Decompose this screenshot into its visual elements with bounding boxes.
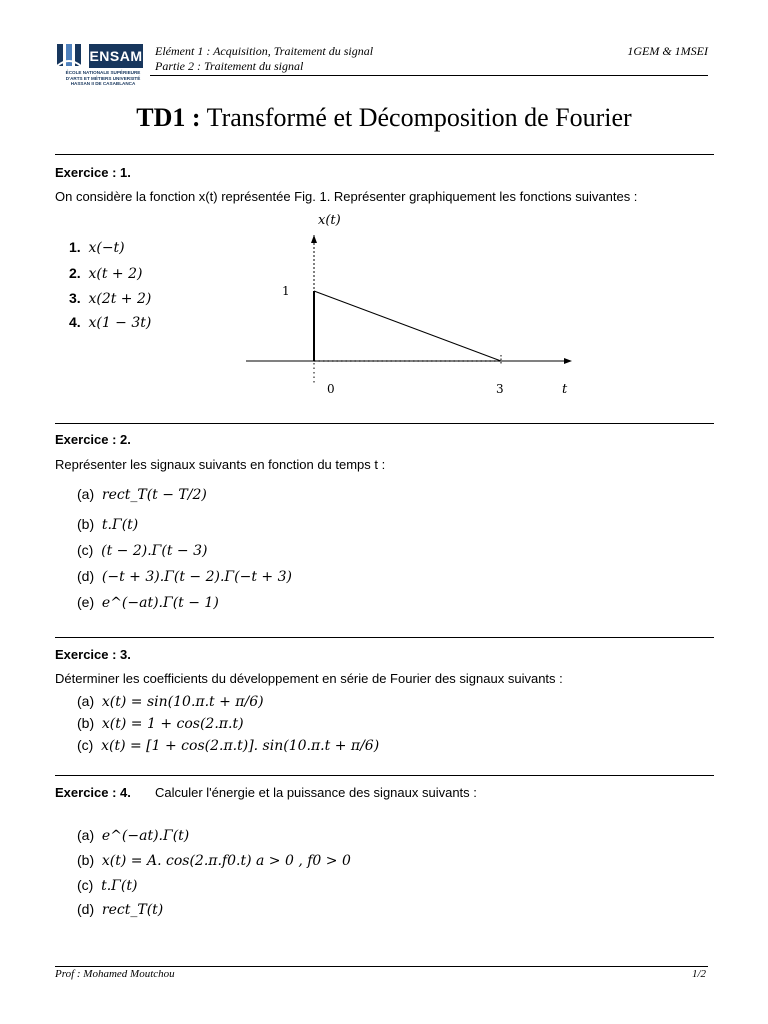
ex4-item-d: (d) rect_T(t) xyxy=(77,901,164,918)
header-divider xyxy=(150,75,708,76)
graph-xtick-3: 3 xyxy=(496,382,504,396)
exercise-1-heading: Exercice : 1. xyxy=(55,165,131,180)
ex2-item-b: (b) t.Γ(t) xyxy=(77,516,139,533)
graph-xlabel: t xyxy=(562,382,568,397)
exercise-4-heading: Exercice : 4. xyxy=(55,785,131,800)
ex2-item-e: (e) e^(−at).Γ(t − 1) xyxy=(77,594,219,611)
ex2-item-d: (d) (−t + 3).Γ(t − 2).Γ(−t + 3) xyxy=(77,568,292,585)
signal-ramp xyxy=(314,291,501,361)
section-divider-1 xyxy=(55,154,714,155)
footer-author: Prof : Mohamed Moutchou xyxy=(55,968,175,980)
ex3-item-c: (c) x(t) = [1 + cos(2.π.t)]. sin(10.π.t + π/6) xyxy=(77,737,380,754)
section-divider-3 xyxy=(55,637,714,638)
exercise-2-heading: Exercice : 2. xyxy=(55,432,131,447)
ex4-item-a: (a) e^(−at).Γ(t) xyxy=(77,827,190,844)
header-classes: 1GEM & 1MSEI xyxy=(627,44,708,58)
logo-subtext: ÉCOLE NATIONALE SUPÉRIEURE D'ARTS ET MÉTIERS UNIVERSITÉ HASSAN II DE CASABLANCA xyxy=(65,70,141,87)
ex3-item-b: (b) x(t) = 1 + cos(2.π.t) xyxy=(77,715,244,732)
title-text: Transformé et Décomposition de Fourier xyxy=(206,103,632,132)
exercise-4-text: Calculer l'énergie et la puissance des signaux suivants : xyxy=(155,785,477,800)
logo-ensam: ENSAM xyxy=(89,44,143,68)
exercise-3-text: Déterminer les coefficients du développement en série de Fourier des signaux suivants : xyxy=(55,671,563,686)
page-number: 1/2 xyxy=(691,968,706,980)
footer-divider xyxy=(55,966,708,967)
section-divider-2 xyxy=(55,423,714,424)
ex1-item-1: 1. x(−t) xyxy=(69,239,125,256)
exercise-1-text: On considère la fonction x(t) représentée Fig. 1. Représenter graphiquement les fonctions suivantes : xyxy=(55,189,638,204)
x-axis-arrow-icon xyxy=(564,358,572,364)
page-title xyxy=(0,103,768,133)
signal-graph xyxy=(240,205,590,405)
section-divider-4 xyxy=(55,775,714,776)
header-element: Elément 1 : Acquisition, Traitement du signal xyxy=(155,44,374,58)
exercise-2-text: Représenter les signaux suivants en fonction du temps t : xyxy=(55,457,386,472)
ex1-item-4: 4. x(1 − 3t) xyxy=(69,314,152,331)
graph-ylabel: x(t) xyxy=(318,213,341,228)
ex2-item-c: (c) (t − 2).Γ(t − 3) xyxy=(77,542,208,559)
y-axis-arrow-icon xyxy=(311,235,317,243)
ex1-item-3: 3. x(2t + 2) xyxy=(69,290,152,307)
ex3-item-a: (a) x(t) = sin(10.π.t + π/6) xyxy=(77,693,264,710)
graph-ytick-1: 1 xyxy=(282,284,290,298)
exercise-3-heading: Exercice : 3. xyxy=(55,647,131,662)
ex2-item-a: (a) rect_T(t − T/2) xyxy=(77,486,207,503)
ex4-item-c: (c) t.Γ(t) xyxy=(77,877,138,894)
header-part: Partie 2 : Traitement du signal xyxy=(155,59,304,73)
university-emblem-icon xyxy=(57,42,89,68)
title-prefix: TD1 : xyxy=(136,103,201,132)
graph-xtick-0: 0 xyxy=(327,382,335,396)
ex4-item-b: (b) x(t) = A. cos(2.π.f0.t) a > 0 , f0 > 0 xyxy=(77,852,351,869)
ex1-item-2: 2. x(t + 2) xyxy=(69,265,143,282)
